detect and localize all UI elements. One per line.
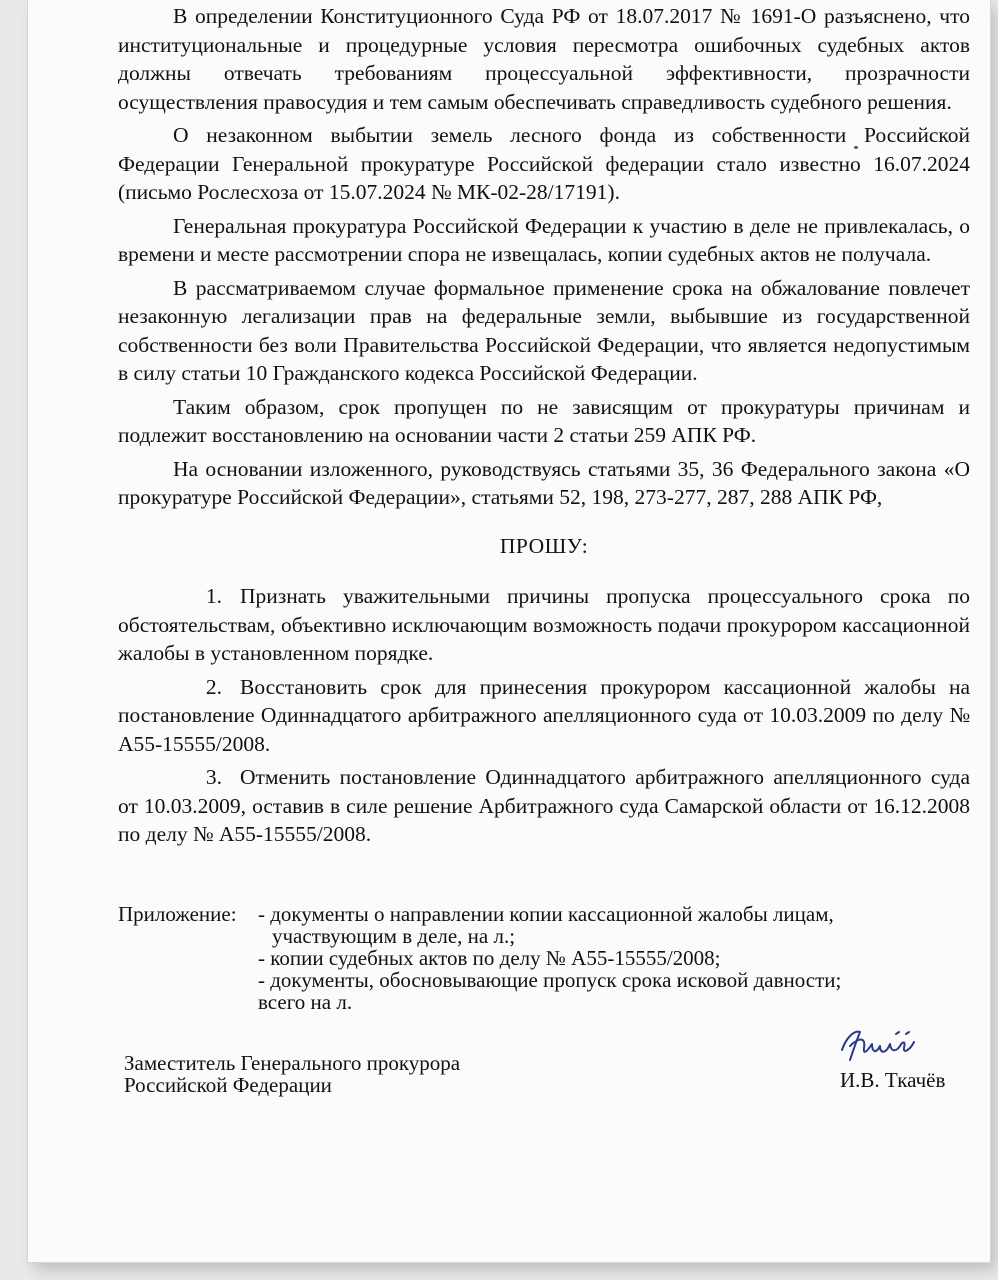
paragraph: В определении Конституционного Суда РФ от 18.07.2017 № 1691-О разъяснено, что институциональные и процедурные условия пересмотра ошибочных судебных актов должны отвечать требованиям процессуальной эффективности, прозрачности осуществления правосудия и тем самым обеспечивать справедливость судебного решения. [118, 4, 970, 114]
request-text: Восстановить срок для принесения прокурором кассационной жалобы на постановление Одиннадцатого арбитражного апелляционного суда от 10.03.2009 по делу № А55-15555/2008. [118, 674, 970, 756]
request-number: 2. [205, 674, 222, 699]
appendix-item-continuation: участвующим в деле, на л.; [272, 924, 516, 948]
signatory-name: И.В. Ткачёв [840, 1068, 946, 1092]
document-page [28, 0, 990, 1262]
request-number: 3. [205, 765, 222, 789]
paragraph: На основании изложенного, руководствуясь статьями 35, 36 Федерального закона «О прокуратуре Российской Федерации», статьями 52, 198, 273-277, 287, 288 АПК РФ, [118, 456, 970, 509]
request-item-1 [118, 582, 970, 668]
signatory-position-line: Заместитель Генерального прокурора [124, 1051, 461, 1075]
request-heading: ПРОШУ: [499, 533, 589, 558]
paragraph: О незаконном выбытии земель лесного фонда из собственности Российской Федерации Генеральной прокуратуре Российской федерации стало известно 16.07.2024 (письмо Рослесхоза от 15.07.2024 № МК-02-28/17191). [118, 123, 970, 204]
appendix-label: Приложение: [118, 902, 237, 926]
request-number: 1. [205, 584, 222, 608]
request-item-3 [118, 763, 970, 849]
paragraph: Таким образом, срок пропущен по не зависящим от прокуратуры причинам и подлежит восстановлению на основании части 2 статьи 259 АПК РФ. [118, 394, 970, 447]
appendix-total: всего на л. [258, 990, 353, 1014]
appendix-block [118, 903, 970, 1013]
document-body [118, 2, 970, 849]
appendix-list [258, 903, 970, 1013]
appendix-item: - документы, обосновывающие пропуск срока исковой давности; [258, 968, 842, 992]
handwritten-signature [836, 1020, 926, 1070]
signatory-position-line: Российской Федерации [124, 1073, 332, 1097]
paragraph: Генеральная прокуратура Российской Федерации к участию в деле не привлекалась, о времени и месте рассмотрении спора не извещалась, копии судебных актов не получала. [118, 213, 970, 266]
paragraph: В рассматриваемом случае формальное применение срока на обжалование повлечет незаконную легализации прав на федеральные земли, выбывшие из государственной собственности без воли Правительства Российской Федерации, что является недопустимым в силу статьи 10 Гражданского кодекса Российской Федерации. [118, 275, 970, 385]
request-item-2 [118, 673, 970, 759]
request-text: Признать уважительными причины пропуска процессуального срока по обстоятельствам, объективно исключающим возможность подачи прокурором кассационной жалобы в установленном порядке. [118, 584, 970, 665]
appendix-item: - документы о направлении копии кассационной жалобы лицам, [258, 902, 834, 926]
appendix-item: - копии судебных актов по делу № А55-15555/2008; [258, 946, 721, 970]
request-text: Отменить постановление Одиннадцатого арбитражного апелляционного суда от 10.03.2009, оставив в силе решение Арбитражного суда Самарской области от 16.12.2008 по делу № А55-15555/2008. [118, 765, 970, 846]
signatory-position [124, 1052, 460, 1096]
